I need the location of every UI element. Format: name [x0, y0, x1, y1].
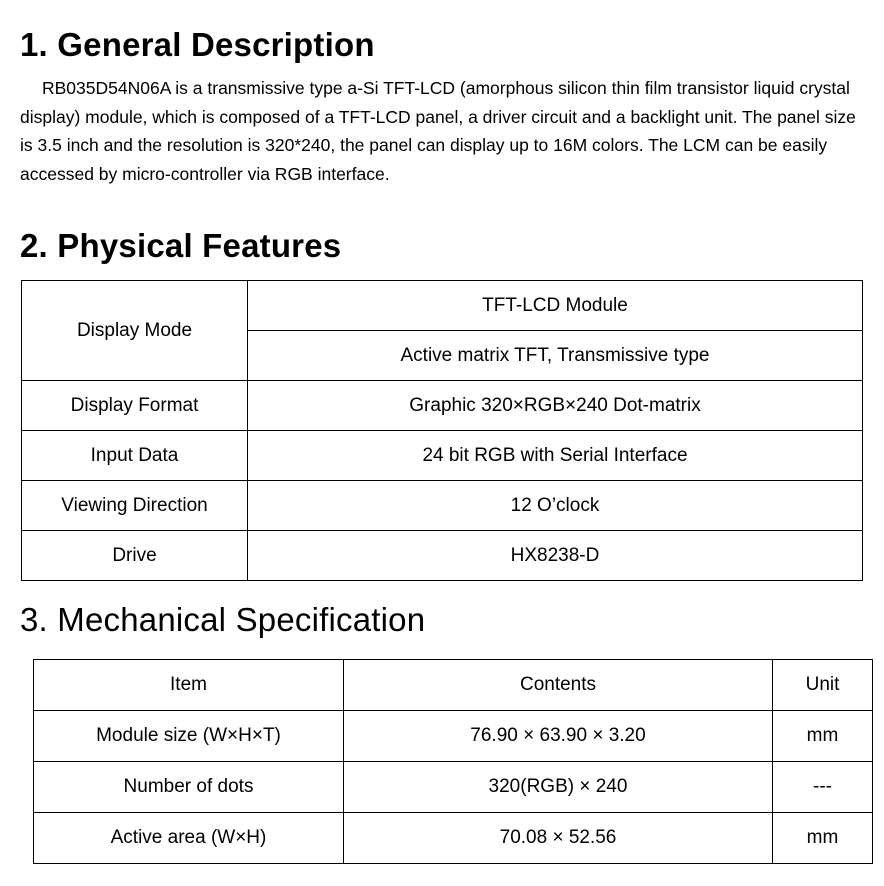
- feature-value: 24 bit RGB with Serial Interface: [248, 431, 863, 481]
- feature-value: HX8238-D: [248, 531, 863, 581]
- spec-contents: 70.08 × 52.56: [344, 813, 773, 864]
- feature-value-display-mode-1: TFT-LCD Module: [248, 281, 863, 331]
- column-header-item: Item: [34, 660, 344, 711]
- table-row: [22, 431, 863, 481]
- section-heading-general-description: 1. General Description: [20, 26, 375, 63]
- feature-value: Graphic 320×RGB×240 Dot-matrix: [248, 381, 863, 431]
- feature-label: Display Format: [22, 381, 248, 431]
- spec-contents: 320(RGB) × 240: [344, 762, 773, 813]
- general-description-paragraph: [20, 74, 870, 189]
- spec-item: Active area (W×H): [34, 813, 344, 864]
- spec-item: Module size (W×H×T): [34, 711, 344, 762]
- feature-value: 12 O’clock: [248, 481, 863, 531]
- table-row: [22, 481, 863, 531]
- feature-value-display-mode-2: Active matrix TFT, Transmissive type: [248, 331, 863, 381]
- spec-unit: mm: [773, 813, 873, 864]
- spec-unit: mm: [773, 711, 873, 762]
- section-heading-mechanical-specification: 3. Mechanical Specification: [20, 601, 426, 638]
- table-row: [34, 711, 873, 762]
- table-row: [22, 381, 863, 431]
- spec-item: Number of dots: [34, 762, 344, 813]
- general-description-text: RB035D54N06A is a transmissive type a-Si TFT-LCD (amorphous silicon thin film transistor liquid crystal display) module, which is composed of a TFT-LCD panel, a driver circuit and a backlight unit. The panel size is 3.5 inch and the resolution is 320*240, the panel can display up to 16M colors. The LCM can be easily accessed by micro-controller via RGB interface.: [20, 78, 856, 185]
- table-row: [34, 813, 873, 864]
- table-row: [22, 281, 863, 331]
- table-header-row: [34, 660, 873, 711]
- section-heading-physical-features: 2. Physical Features: [20, 227, 342, 264]
- table-row: [22, 531, 863, 581]
- column-header-contents: Contents: [344, 660, 773, 711]
- spec-contents: 76.90 × 63.90 × 3.20: [344, 711, 773, 762]
- feature-label: Input Data: [22, 431, 248, 481]
- physical-features-table: [21, 280, 863, 581]
- feature-label-display-mode: Display Mode: [22, 281, 248, 381]
- spec-unit: ---: [773, 762, 873, 813]
- column-header-unit: Unit: [773, 660, 873, 711]
- feature-label: Drive: [22, 531, 248, 581]
- mechanical-specification-table: [33, 659, 873, 864]
- feature-label: Viewing Direction: [22, 481, 248, 531]
- table-row: [34, 762, 873, 813]
